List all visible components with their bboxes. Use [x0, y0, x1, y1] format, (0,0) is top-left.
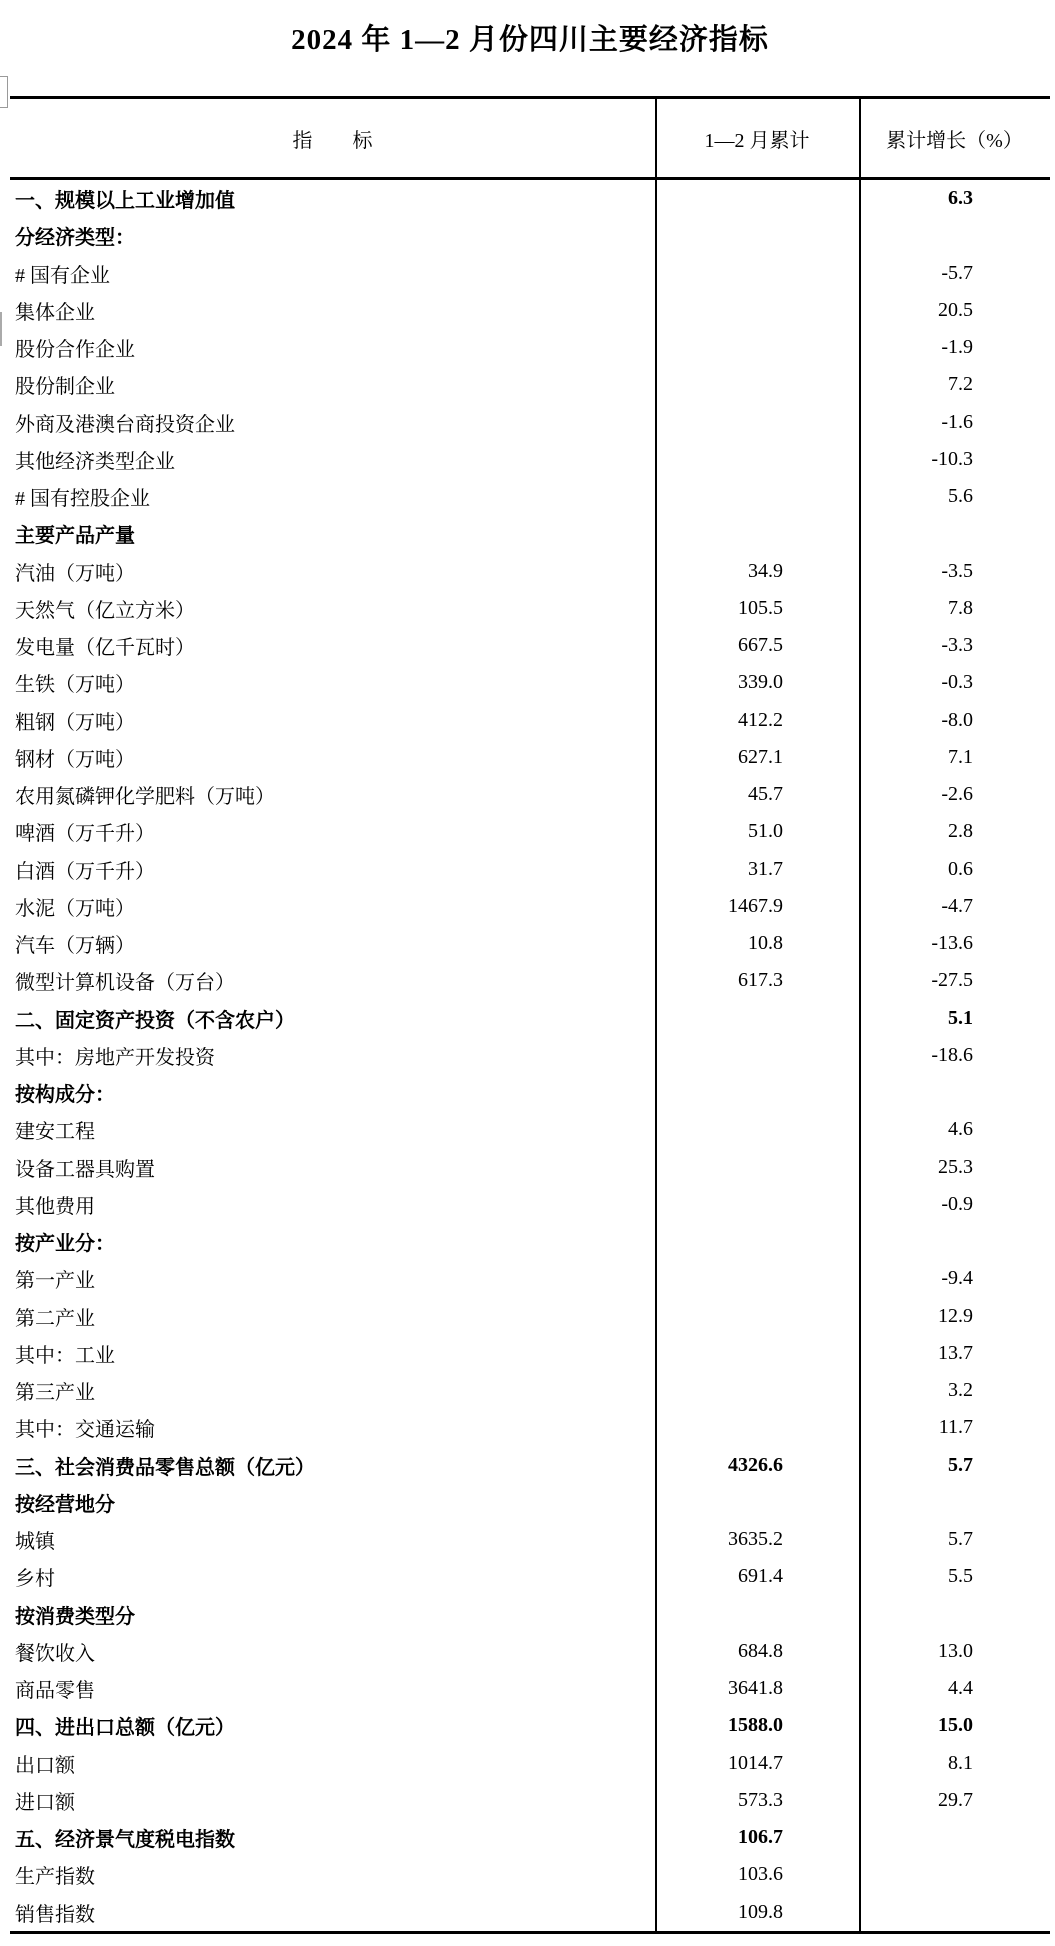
growth-value: 11.7 [938, 1416, 973, 1439]
indicator-label: 生产指数 [15, 1866, 95, 1889]
growth-value: 4.6 [948, 1118, 973, 1141]
cumulative-value: 691.4 [738, 1565, 783, 1588]
growth-value: 25.3 [938, 1155, 973, 1178]
growth-value: -10.3 [931, 447, 973, 470]
table-row [10, 813, 1050, 850]
table-row [10, 1558, 1050, 1595]
table-row [10, 1670, 1050, 1707]
table-row [10, 1186, 1050, 1223]
table-body [10, 180, 1050, 1931]
growth-value: -1.6 [941, 410, 973, 433]
header-growth: 累计增长（%） [886, 129, 1023, 152]
growth-value: -0.3 [941, 671, 973, 694]
indicator-label: 一、规模以上工业增加值 [15, 190, 235, 213]
indicator-label: 其中：交通运输 [15, 1419, 155, 1442]
indicator-label: 第二产业 [15, 1307, 95, 1330]
growth-value: 6.3 [948, 187, 973, 210]
indicator-label: 微型计算机设备（万台） [15, 972, 235, 995]
table-row [10, 1074, 1050, 1111]
table-row [10, 1111, 1050, 1148]
table-row [10, 404, 1050, 441]
growth-value: 3.2 [948, 1379, 973, 1402]
growth-value: 20.5 [938, 298, 973, 321]
indicator-label: 分经济类型： [15, 227, 135, 250]
indicator-label: 四、进出口总额（亿元） [15, 1717, 235, 1740]
indicator-label: 其中：工业 [15, 1344, 115, 1367]
indicator-label: 天然气（亿立方米） [15, 599, 195, 622]
indicator-label: 销售指数 [15, 1903, 95, 1926]
page-edge-artifact-top [0, 76, 8, 108]
page-title: 2024 年 1—2 月份四川主要经济指标 [291, 24, 769, 56]
indicator-label: # 国有控股企业 [15, 488, 150, 511]
indicator-label: 按消费类型分 [15, 1605, 135, 1628]
indicator-label: 生铁（万吨） [15, 674, 135, 697]
indicator-label: 第三产业 [15, 1382, 95, 1405]
cumulative-value: 109.8 [738, 1900, 783, 1923]
indicator-label: 五、经济景气度税电指数 [15, 1829, 235, 1852]
table-row [10, 1260, 1050, 1297]
table-row [10, 441, 1050, 478]
growth-value: -9.4 [941, 1267, 973, 1290]
table-row [10, 590, 1050, 627]
indicator-label: 按构成分： [15, 1084, 115, 1107]
growth-value: 7.1 [948, 745, 973, 768]
table-row [10, 1372, 1050, 1409]
indicator-label: 设备工器具购置 [15, 1158, 155, 1181]
table-row [10, 478, 1050, 515]
table-header-row [10, 99, 1050, 180]
table-row [10, 739, 1050, 776]
cumulative-value: 105.5 [738, 596, 783, 619]
cumulative-value: 34.9 [748, 559, 783, 582]
table-row [10, 329, 1050, 366]
cumulative-value: 667.5 [738, 634, 783, 657]
growth-value: 5.1 [948, 1006, 973, 1029]
growth-value: -2.6 [941, 783, 973, 806]
growth-value: 5.7 [948, 1453, 973, 1476]
table-row [10, 888, 1050, 925]
indicator-label: 乡村 [15, 1568, 55, 1591]
cumulative-value: 31.7 [748, 857, 783, 880]
indicator-label: 汽车（万辆） [15, 935, 135, 958]
table-row [10, 366, 1050, 403]
table-row [10, 1000, 1050, 1037]
growth-value: -5.7 [941, 261, 973, 284]
indicator-label: 其中：房地产开发投资 [15, 1046, 215, 1069]
header-indicator: 指 标 [292, 129, 373, 152]
column-divider-1 [655, 99, 657, 1931]
indicator-label: 按产业分： [15, 1233, 115, 1256]
indicator-label: 出口额 [15, 1754, 75, 1777]
table-row [10, 776, 1050, 813]
cumulative-value: 3635.2 [728, 1528, 783, 1551]
cumulative-value: 106.7 [738, 1826, 783, 1849]
indicator-label: 钢材（万吨） [15, 748, 135, 771]
table-row [10, 255, 1050, 292]
table-row [10, 217, 1050, 254]
table-row [10, 702, 1050, 739]
indicator-label: 股份合作企业 [15, 339, 135, 362]
indicator-label: 主要产品产量 [15, 525, 135, 548]
growth-value: 2.8 [948, 820, 973, 843]
column-divider-2 [859, 99, 861, 1931]
indicator-label: # 国有企业 [15, 264, 110, 287]
cumulative-value: 1467.9 [728, 894, 783, 917]
page-edge-artifact-mid [0, 312, 2, 346]
growth-value: 13.7 [938, 1341, 973, 1364]
table-row [10, 1037, 1050, 1074]
growth-value: -1.9 [941, 336, 973, 359]
cumulative-value: 627.1 [738, 745, 783, 768]
table-row [10, 1298, 1050, 1335]
indicator-label: 按经营地分 [15, 1493, 115, 1516]
indicator-label: 进口额 [15, 1791, 75, 1814]
growth-value: 7.2 [948, 373, 973, 396]
indicator-label: 第一产业 [15, 1270, 95, 1293]
growth-value: -18.6 [931, 1043, 973, 1066]
table-row [10, 1745, 1050, 1782]
indicator-label: 啤酒（万千升） [15, 823, 155, 846]
indicator-label: 股份制企业 [15, 376, 115, 399]
cumulative-value: 45.7 [748, 783, 783, 806]
growth-value: 8.1 [948, 1751, 973, 1774]
indicator-label: 水泥（万吨） [15, 897, 135, 920]
cumulative-value: 339.0 [738, 671, 783, 694]
table-row [10, 515, 1050, 552]
table-row [10, 1819, 1050, 1856]
indicator-label: 建安工程 [15, 1121, 95, 1144]
indicator-label: 汽油（万吨） [15, 562, 135, 585]
growth-value: -3.3 [941, 634, 973, 657]
cumulative-value: 3641.8 [728, 1677, 783, 1700]
indicator-label: 三、社会消费品零售总额（亿元） [15, 1456, 315, 1479]
indicator-label: 发电量（亿千瓦时） [15, 637, 195, 660]
cumulative-value: 4326.6 [728, 1453, 783, 1476]
indicators-table [10, 96, 1050, 1934]
indicator-label: 外商及港澳台商投资企业 [15, 413, 235, 436]
cumulative-value: 412.2 [738, 708, 783, 731]
cumulative-value: 684.8 [738, 1639, 783, 1662]
table-row [10, 1856, 1050, 1893]
cumulative-value: 1014.7 [728, 1751, 783, 1774]
table-row [10, 1521, 1050, 1558]
indicator-label: 其他费用 [15, 1195, 95, 1218]
indicator-label: 粗钢（万吨） [15, 711, 135, 734]
growth-value: -3.5 [941, 559, 973, 582]
cumulative-value: 10.8 [748, 932, 783, 955]
table-row [10, 1633, 1050, 1670]
table-row [10, 292, 1050, 329]
indicator-label: 农用氮磷钾化学肥料（万吨） [15, 786, 275, 809]
growth-value: 0.6 [948, 857, 973, 880]
table-row [10, 664, 1050, 701]
table-row [10, 1447, 1050, 1484]
growth-value: 5.5 [948, 1565, 973, 1588]
indicator-label: 白酒（万千升） [15, 860, 155, 883]
indicator-label: 其他经济类型企业 [15, 450, 175, 473]
growth-value: -13.6 [931, 932, 973, 955]
table-row [10, 925, 1050, 962]
growth-value: 7.8 [948, 596, 973, 619]
table-row [10, 1223, 1050, 1260]
table-row [10, 627, 1050, 664]
cumulative-value: 103.6 [738, 1863, 783, 1886]
growth-value: 12.9 [938, 1304, 973, 1327]
growth-value: 29.7 [938, 1788, 973, 1811]
cumulative-value: 51.0 [748, 820, 783, 843]
table-row [10, 1335, 1050, 1372]
indicator-label: 商品零售 [15, 1680, 95, 1703]
table-row [10, 851, 1050, 888]
indicator-label: 餐饮收入 [15, 1642, 95, 1665]
cumulative-value: 573.3 [738, 1788, 783, 1811]
table-row [10, 1782, 1050, 1819]
growth-value: -8.0 [941, 708, 973, 731]
growth-value: 13.0 [938, 1639, 973, 1662]
table-row [10, 1894, 1050, 1931]
growth-value: 5.6 [948, 485, 973, 508]
growth-value: 15.0 [938, 1714, 973, 1737]
indicator-label: 城镇 [15, 1531, 55, 1554]
indicator-label: 二、固定资产投资（不含农户） [15, 1009, 295, 1032]
table-row [10, 1707, 1050, 1744]
table-row [10, 962, 1050, 999]
table-row [10, 1149, 1050, 1186]
cumulative-value: 1588.0 [728, 1714, 783, 1737]
table-row [10, 1409, 1050, 1446]
growth-value: -4.7 [941, 894, 973, 917]
table-row [10, 553, 1050, 590]
growth-value: -0.9 [941, 1192, 973, 1215]
cumulative-value: 617.3 [738, 969, 783, 992]
indicator-label: 集体企业 [15, 301, 95, 324]
growth-value: -27.5 [931, 969, 973, 992]
table-row [10, 1484, 1050, 1521]
growth-value: 5.7 [948, 1528, 973, 1551]
header-cumulative: 1—2 月累计 [704, 129, 810, 152]
table-row [10, 1596, 1050, 1633]
table-row [10, 180, 1050, 217]
growth-value: 4.4 [948, 1677, 973, 1700]
